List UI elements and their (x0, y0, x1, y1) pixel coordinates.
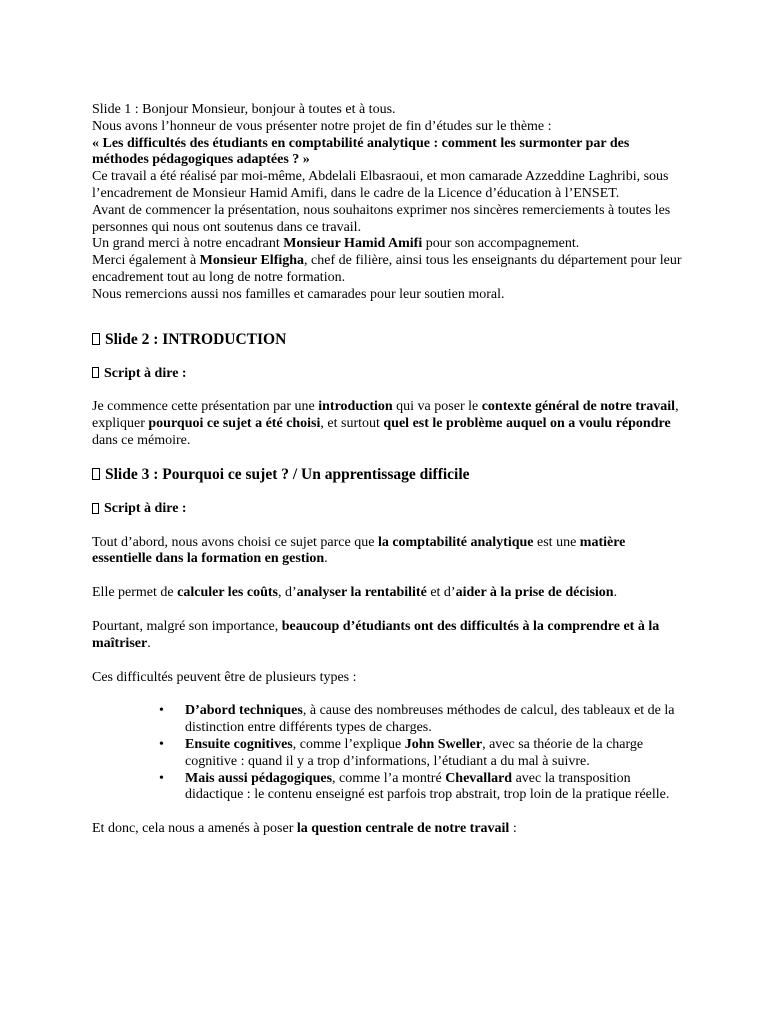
slide1-script (92, 102, 682, 304)
slide3-script-label: Script à dire : (92, 501, 682, 518)
thanks-line: Avant de commencer la présentation, nous souhaitons exprimer nos sincères remerciements à toutes les personnes qui nous ont soutenus dans ce travail. (92, 202, 671, 235)
slide3-paragraph-5: Et donc, cela nous a amenés à poser la question centrale de notre travail : (92, 821, 517, 837)
thesis-theme: « Les difficultés des étudiants en comptabilité analytique : comment les surmonter par des méthodes pédagogiques adaptées ? » (92, 135, 630, 168)
list-item: • Mais aussi pédagogiques, comme l’a montré Chevallard avec la transposition didactique : le contenu enseigné est parfois trop abstrait, trop loin de la pratique réelle. (159, 770, 670, 803)
greeting-line: Slide 1 : Bonjour Monsieur, bonjour à toutes et à tous. (92, 102, 396, 117)
missing-glyph-icon (92, 367, 99, 378)
authors-line: Ce travail a été réalisé par moi-même, Abdelali Elbasraoui, et mon camarade Azzeddine Laghribi, sous l’encadrement de Monsieur Hamid Amifi, dans le cadre de la Licence d’éducation à l’ENSET. (92, 169, 669, 201)
list-item: • Ensuite cognitives, comme l’explique John Sweller, avec sa théorie de la charge cognitive : quand il y a trop d’informations, l’étudiant a du mal à suivre. (159, 736, 644, 769)
missing-glyph-icon (92, 503, 99, 514)
slide3-paragraph-2: Elle permet de calculer les coûts, d’analyser la rentabilité et d’aider à la prise de décision. (92, 585, 618, 601)
missing-glyph-icon (92, 468, 100, 480)
supervisor-thanks: Un grand merci à notre encadrant Monsieur Hamid Amifi pour son accompagnement. (92, 236, 580, 252)
bullet-icon: • (159, 703, 164, 719)
difficulty-types-list (92, 703, 682, 804)
slide2-script-label: Script à dire : (92, 366, 682, 383)
slide3-paragraph-3: Pourtant, malgré son importance, beaucoup d’étudiants ont des difficultés à la comprendre et à la maîtriser. (92, 618, 660, 651)
document-page (92, 102, 682, 838)
slide3-paragraph-1: Tout d’abord, nous avons choisi ce sujet parce que la comptabilité analytique est une matière essentielle dans la formation en gestion. (92, 534, 626, 567)
slide3-paragraph-4: Ces difficultés peuvent être de plusieurs types : (92, 669, 357, 685)
department-thanks: Merci également à Monsieur Elfigha, chef de filière, ainsi tous les enseignants du département pour leur encadrement tout au long de notre formation. (92, 253, 682, 285)
family-thanks: Nous remercions aussi nos familles et camarades pour leur soutien moral. (92, 286, 505, 302)
slide3-heading: Slide 3 : Pourquoi ce sujet ? / Un apprentissage difficile (92, 465, 682, 485)
missing-glyph-icon (92, 333, 100, 345)
slide2-heading: Slide 2 : INTRODUCTION (92, 330, 682, 350)
bullet-icon: • (159, 770, 164, 786)
bullet-icon: • (159, 736, 164, 752)
slide2-paragraph: Je commence cette présentation par une introduction qui va poser le contexte général de notre travail, expliquer pourquoi ce sujet a été choisi, et surtout quel est le problème auquel on a voulu répondre dans ce mémoire. (92, 399, 679, 448)
list-item: • D’abord techniques, à cause des nombreuses méthodes de calcul, des tableaux et de la distinction entre différents types de charges. (159, 703, 675, 736)
presentation-line: Nous avons l’honneur de vous présenter notre projet de fin d’études sur le thème : (92, 118, 552, 134)
